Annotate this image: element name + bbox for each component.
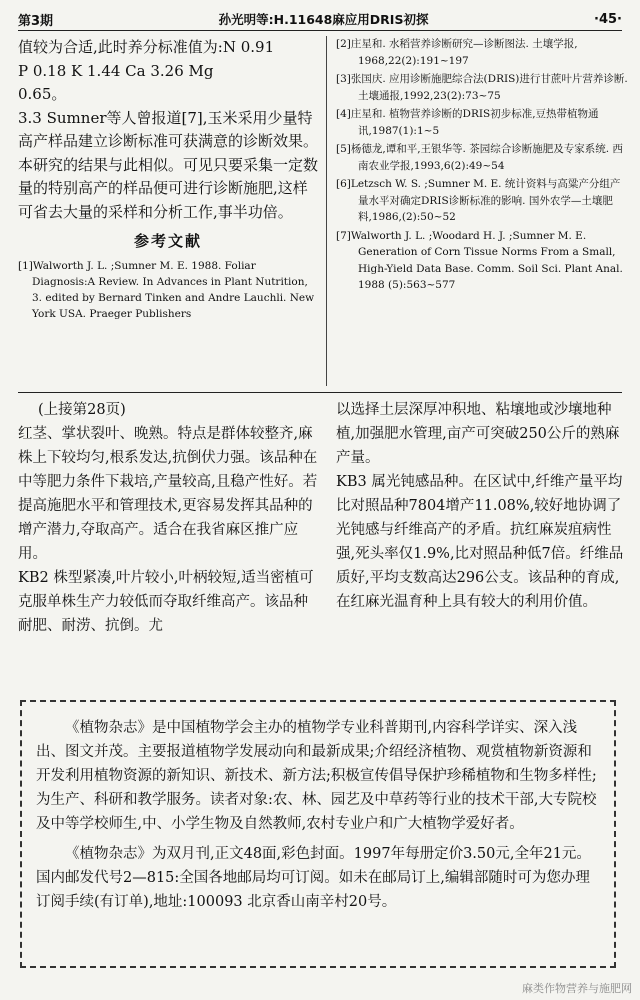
continued-article-right	[336, 398, 628, 614]
announcement-paragraph-2: 《植物杂志》为双月刊,正文48面,彩色封面。1997年每册定价3.50元,全年21元。国内邮发代号2—815:全国各地邮局均可订阅。如未在邮局订上,编辑部随时可为您办理订阅手续(有订单),地址:100093 北京香山南辛村20号。	[36, 846, 591, 910]
reference-4: [4]庄星和. 植物营养诊断的DRIS初步标准,豆热带植物通讯,1987(1):1~5	[336, 108, 599, 137]
reference-6: [6]Letzsch W. S. ;Sumner M. E. 统计资料与高粱产分组产量水平对确定DRIS诊断标准的影响. 国外农学—土壤肥料,1986,(2):50~52	[336, 178, 621, 223]
running-header	[18, 8, 622, 31]
column-rule	[326, 36, 327, 386]
kb2-paragraph: KB2 株型紧凑,叶片较小,叶柄较短,适当密植可克服单株生产力较低而夺取纤维高产。该品种耐肥、耐涝、抗倒。尤	[18, 570, 314, 634]
reference-7: [7]Walworth J. L. ;Woodard H. J. ;Sumner M. E. Generation of Corn Tissue Norms From a Small, High-Yield Data Base. Comm. Soil Sci. Plant Anal. 1988 (5):563~577	[336, 229, 623, 291]
page-number: ·45·	[594, 11, 622, 27]
references-heading: 参考文献	[133, 232, 202, 250]
reference-5: [5]杨德龙,谭和平,王银华等. 茶园综合诊断施肥及专家系统. 西南农业学报,1993,6(2):49~54	[336, 143, 623, 172]
reference-1: [1]Walworth J. L. ;Sumner M. E. 1988. Foliar Diagnosis:A Review. In Advances in Plant Nutrition, 3. edited by Bernard Tinken and Andre Lauchli. New York USA. Praeger Publishers	[18, 259, 315, 320]
kb2-continued-paragraph: 以选择土层深厚冲积地、粘壤地或沙壤地种植,加强肥水管理,亩产可突破250公斤的熟麻产量。	[336, 402, 620, 466]
section-divider	[18, 392, 622, 393]
standard-values-line-1: 值较为合适,此时养分标准值为:N 0.91	[18, 38, 275, 56]
journal-announcement-box	[20, 700, 616, 968]
watermark-footer: 麻类作物营养与施肥网	[522, 982, 632, 995]
announcement-paragraph-1: 《植物杂志》是中国植物学会主办的植物学专业科普期刊,内容科学详实、深入浅出、图文并茂。主要报道植物学发展动向和最新成果;介绍经济植物、观赏植物新资源和开发利用植物资源的新知识、新技术、新方法;积极宣传倡导保护珍稀植物和生物多样性;为生产、科研和教学服务。读者对象:农、林、园艺及中草药等行业的技术干部,大专院校及中等学校师生,中、小学生物及自然教师,农村专业户和广大植物学爱好者。	[36, 720, 597, 832]
reference-3: [3]张国庆. 应用诊断施肥综合法(DRIS)进行甘蔗叶片营养诊断. 土壤通报,1992,23(2):73~75	[336, 73, 628, 102]
standard-values-line-2: P 0.18 K 1.44 Ca 3.26 Mg	[18, 61, 214, 80]
issue-number: 第3期	[18, 13, 54, 29]
section-3-3-paragraph: 3.3 Sumner等人曾报道[7],玉米采用少量特高产样品建立诊断标准可获满意的诊断效果。本研究的结果与此相似。可见只要采集一定数量的特别高产的样品便可进行诊断施肥,这样可省去大量的采样和分析工作,事半功倍。	[18, 108, 319, 221]
left-column-top	[18, 36, 318, 322]
variety-description-paragraph: 红茎、掌状裂叶、晚熟。特点是群体较整齐,麻株上下较均匀,根系发达,抗倒伏力强。该品种在中等肥力条件下栽培,产量较高,且稳产性好。若提高施肥水平和管理技术,更容易发挥其品种的增产潜力,夺取高产。适合在我省麻区推广应用。	[18, 426, 318, 562]
standard-values-line-3: 0.65。	[18, 85, 67, 103]
kb3-paragraph: KB3 属光钝感品种。在区试中,纤维产量平均比对照品种7804增产11.08%,较好地协调了光钝感与纤维高产的矛盾。抗红麻炭疽病性强,死头率仅1.9%,比对照品种低7倍。纤维品质好,平均支数高达296公支。该品种的育成,在红麻光温育种上具有较大的利用价值。	[336, 474, 624, 610]
continued-article-left	[18, 398, 318, 638]
references-list	[336, 36, 628, 296]
reference-2: [2]庄星和. 水稻营养诊断研究—诊断图法. 土壤学报, 1968,22(2):191~197	[336, 38, 578, 67]
running-title: 孙光明等:H.11648麻应用DRIS初探	[218, 12, 429, 27]
continued-from-note: (上接第28页)	[38, 402, 126, 418]
